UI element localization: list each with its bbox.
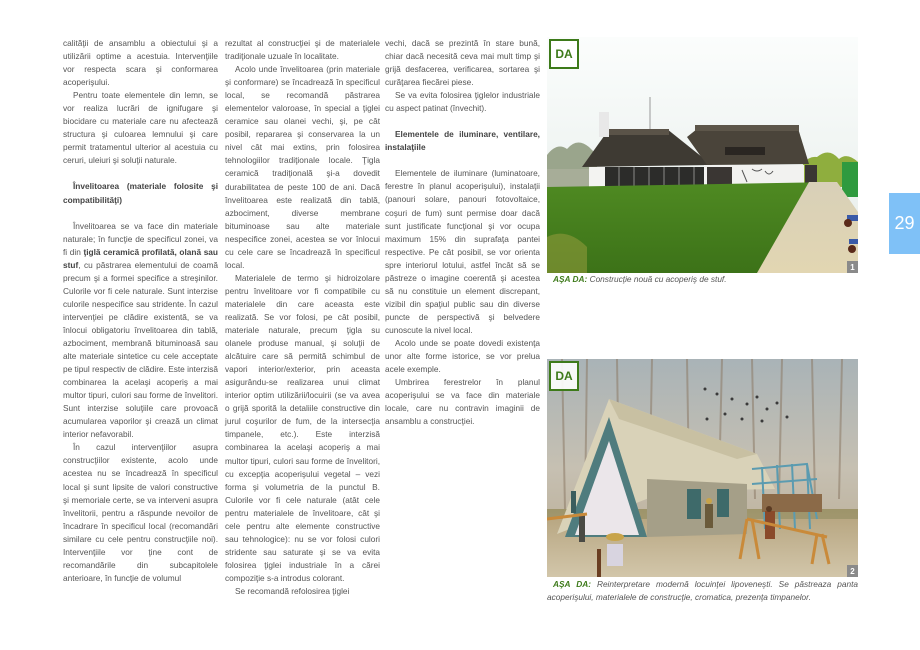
photo-thatched-house (547, 37, 858, 273)
paragraph: Pentru toate elementele din lemn, se vor realiza lucrări de ignifugare şi biocidare cu materiale care nu afectează structura şi culoarea lemnului şi care permit tratamentul ulterior al acestuia cu ceruri, uleiuri şi soluţii naturale. (63, 90, 218, 166)
paragraph: În cazul intervenţiilor asupra construcţiilor existente, acolo unde acestea nu se încadrează în specificul local şi sunt lipsite de valori constructive şi memoriale certe, se va interveni asupra învelitorii, pentru a răspunde nevoilor de încadrare în specificul local (recomandări similare cu cele pentru construcţiile noi). Intervenţiile vor ţine cont de recomandările din subcapitolele anterioare, în funcţie de volumul (63, 442, 218, 583)
paragraph: Materialele de termo şi hidroizolare pentru învelitoare vor fi compatibile cu materialele din care aceasta este realizată. Se vor folosi, pe cât posibil, materiale naturale, precum ţigla su olanele produse manual, şi soluţii de alcătuire care să permită schimbul de vapori interior/exterior, prin aceasta asigurându-se realizarea unui climat interior optim utilizării/locuirii (se va avea o grijă sporită la detaliile constructive din jurul coşurilor de fum, de la intersecţia timpanele, etc.). Este interzisă combinarea la acelaşi acoperiş a mai multor tipuri, culori sau forme de învelitori, cu excepţia acoperişului vegetal – vezi forma şi volumetria de la punctul B. Culorile vor fi cele naturale (atât cele pentru materialele de învelitoare, cât şi cele pentru alte elemente constructive sau tehnologice): nu se vor folosi culori stridente sau saturate şi se va evita folosirea ţiglei industriale în a cărei compoziţie s-a introdus colorant. (225, 272, 380, 583)
paragraph: calităţii de ansamblu a obiectului şi a utilizării optime a acestuia. Intervenţiile vor respecta scara şi conformarea acoperişului. (63, 38, 218, 88)
section-heading-roofing: Învelitoarea (materiale folosite şi compatibilităţi) (63, 181, 218, 205)
figure-number: 1 (847, 261, 858, 273)
paragraph: Se va evita folosirea ţiglelor industriale cu aspect patinat (învechit). (385, 90, 540, 114)
bold-text: ţiglă ceramică profilată, olană sau stuf (63, 246, 218, 270)
caption-lead: AŞA DA: (553, 579, 591, 589)
caption-text: Construcţie nouă cu acoperiş de stuf. (587, 274, 727, 284)
photo-lipovan-house-render (547, 359, 858, 577)
paragraph: Acolo unde se poate dovedi existenţa unor alte forme istorice, se vor prelua acele exemple. (385, 337, 540, 375)
paragraph: vechi, dacă se prezintă în stare bună, chiar dacă necesită ceva mai mult timp şi grijă desfacerea, verificarea, sortarea şi curăţarea fiecărei piese. (385, 38, 540, 88)
caption-text: Reinterpretare modernă locuinţei lipoveneşti. Se păstreaza panta acoperişului, materialele de construcţie, cromatica, prezenţa timpanelor. (547, 579, 858, 602)
figure-caption-2 (547, 578, 858, 604)
lipovan-house-image (547, 359, 858, 577)
text-column-1 (63, 37, 218, 585)
figure-caption-1 (553, 273, 864, 286)
text-column-3 (385, 37, 540, 428)
page-number-tab: 29 (889, 193, 920, 254)
paragraph: Acolo unde învelitoarea (prin materiale şi conformare) se încadrează în specificul local, se recomandă păstrarea elementelor valoroase, în special a ţiglei ceramice sau olanei vechi, şi, pe cât posibil, repararea şi conservarea la un nivel cât mai extins, prin folosirea tehnologiilor tradiţionale locale. Ţigla ceramică tradiţională şi-a dovedit durabilitatea de peste 100 de ani. Dacă învelitoarea este realizată din tablă, azbociment, diverse membrane bituminoase sau alte materiale nespecifice zonei, acestea se vor înlocui cu cele care se încadrează în specificul local. (225, 64, 380, 270)
text-span: , cu păstrarea elementului de coamă precum şi a formei specifice a streşinilor. Culorile vor fi cele naturale. Sunt interzise culorile nespecifice sau stridente. În cazul intervenţiei pe clădire existentă, se va înlocui obligatoriu învelitoarea din tablă, azbociment, membrană bituminoasă sau alte materiale sintetice cu cele acceptate pe tipul respectiv de clădire. Este interzisă combinarea la acelaşi acoperiş a mai multor tipuri, culori sau forme de învelitori. Sunt interzise soluţiile care provoacă acumularea vaporilor şi crează un climat interior nefavorabil. (63, 259, 218, 440)
da-badge: DA (549, 361, 579, 391)
da-badge: DA (549, 39, 579, 69)
paragraph: Umbrirea ferestrelor în planul acoperişului se va face din materiale locale, care nu contravin imaginii de ansamblu a construcţiei. (385, 377, 540, 427)
figure-number: 2 (847, 565, 858, 577)
text-span: Învelitoarea se va face din materiale naturale; în funcţie de specificul zonei, va fi din (63, 220, 218, 257)
paragraph (63, 220, 218, 442)
thatched-house-image (547, 37, 858, 273)
paragraph: Elementele de iluminare (luminatoare, ferestre în planul acoperişului), instalaţii (panouri solare, panouri fotovoltaice, coşuri de fum) sunt permise doar dacă sunt justificate funcţional şi vor ocupa maximum 15% din suprafaţa pantei respective. Pe cât posibil, se vor orienta spre interiorul lotului, astfel încât să se păstreze o imagine coerentă şi acestea să nu constituie un element discrepant, vizibil din spaţiul public sau din diverse puncte de perspectivă şi belvedere cunoscute la nivel local. (385, 168, 540, 335)
caption-lead: AŞA DA: (553, 274, 588, 284)
text-column-2 (225, 37, 380, 598)
paragraph: Se recomandă refolosirea ţiglei (235, 585, 350, 596)
section-heading-lighting: Elementele de iluminare, ventilare, instalaţiile (385, 129, 540, 153)
paragraph: rezultat al construcţiei şi de materialele tradiţionale uzuale în localitate. (225, 38, 380, 62)
